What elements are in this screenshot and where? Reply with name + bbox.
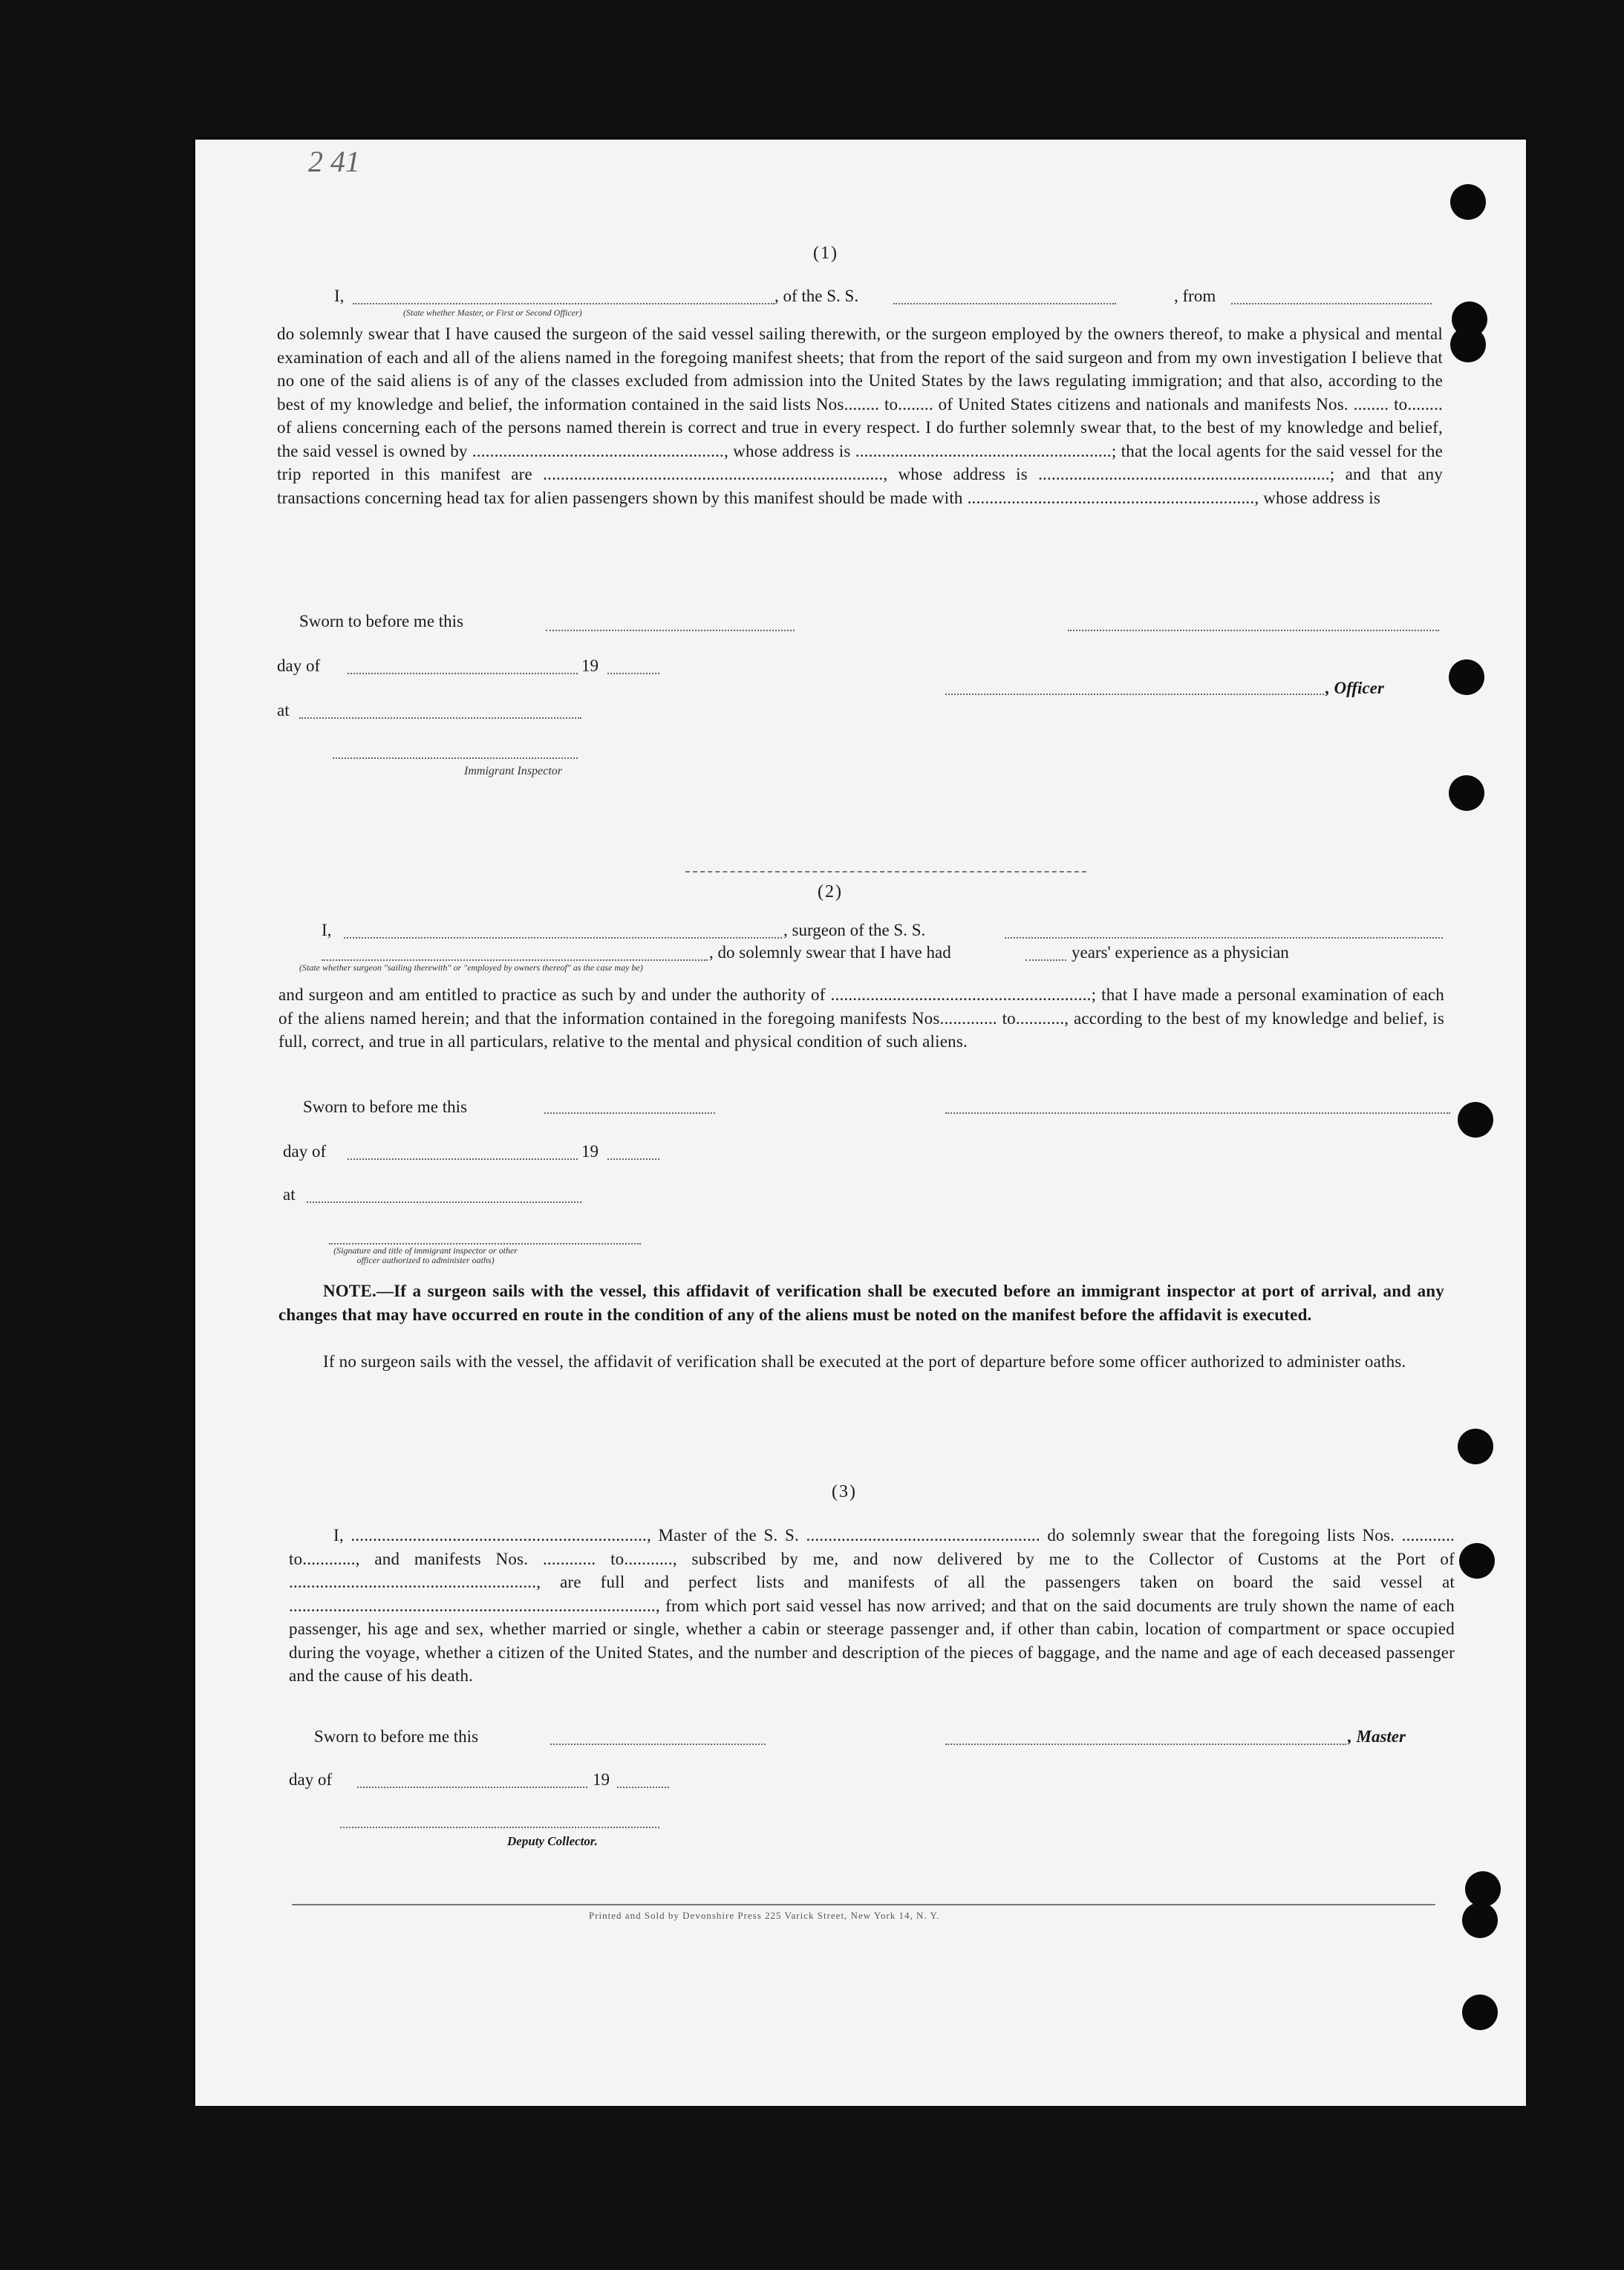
- surgeon-ship-line: [1005, 937, 1443, 939]
- section3-number: (3): [832, 1482, 857, 1501]
- officer-label: , Officer: [1325, 679, 1384, 697]
- from-port-line: [1231, 303, 1432, 304]
- note-paragraph-2: If no surgeon sails with the vessel, the affidavit of verification shall be executed at the port of departure before some officer authorized to administer oaths.: [323, 1352, 1406, 1371]
- section2-caption: (State whether surgeon "sailing therewith" or "employed by owners thereof" as the case may be): [299, 962, 643, 973]
- pencil-mark: 2 41: [308, 145, 360, 178]
- dayof-line-2: [348, 1158, 578, 1160]
- section2-sig-caption: (Signature and title of immigrant inspector or other officer authorized to administer oaths): [333, 1245, 518, 1265]
- binder-hole: [1450, 327, 1486, 362]
- collector-label: Deputy Collector.: [507, 1834, 598, 1848]
- form-sheet: [195, 140, 1526, 2106]
- section2-at-label: at: [283, 1185, 296, 1204]
- signature-line-1: [1068, 630, 1439, 631]
- binder-hole: [1450, 184, 1486, 220]
- section1-year-label: 19: [581, 656, 599, 675]
- section1-sworn-label: Sworn to before me this: [299, 612, 464, 630]
- section2-dayof-label: day of: [283, 1142, 327, 1161]
- section2-number: (2): [818, 882, 843, 901]
- section1-at-label: at: [277, 701, 290, 720]
- surgeon-type-line: [322, 959, 708, 961]
- binder-hole: [1458, 1429, 1493, 1464]
- surgeon-name-line: [344, 937, 782, 939]
- binder-hole: [1462, 1902, 1498, 1938]
- dayof-line-3: [357, 1787, 587, 1788]
- section3-dayof-label: day of: [289, 1770, 333, 1789]
- section1-number: (1): [813, 244, 838, 263]
- year-line-3: [617, 1787, 669, 1788]
- section2-surgeon-of-label: , surgeon of the S. S.: [783, 921, 926, 939]
- section-divider-1: [685, 871, 1086, 873]
- collector-signature-line: [340, 1827, 659, 1828]
- note-label: NOTE.: [323, 1282, 376, 1300]
- section3-oath-text: I, ..................................................................., Master of the S. S. ..................................................... do solemnly swear that the foregoing lists Nos. ............ to............, and manifests Nos. ............ to..........., subscribed by me, and now delivered by me to the Collector of Customs at the Port of ........................................................, are full and perfect lists and manifests of all the passengers taken on board the said vessel at ..................................................................................., from which port said vessel has now arrived; and that on the said documents are truly shown the name of each passenger, his age and sex, whether married or single, whether a cabin or steerage passenger and, if other than cabin, location of compartment or space occupied during the voyage, whether a citizen of the United States, and the number and description of the pieces of baggage, and the name and age of each deceased passenger and the cause of his death.: [289, 1526, 1455, 1685]
- section2-sworn-label: Sworn to before me this: [303, 1098, 468, 1116]
- section1-caption: (State whether Master, or First or Second Officer): [403, 307, 582, 318]
- section1-dayof-label: day of: [277, 656, 321, 675]
- section1-from-label: , from: [1174, 287, 1216, 305]
- binder-hole: [1465, 1871, 1501, 1907]
- sworn-date-line-3: [550, 1744, 766, 1745]
- master-signature-line: [945, 1744, 1346, 1745]
- note-paragraph: [278, 1279, 1444, 1326]
- section2-oath-text: and surgeon and am entitled to practice as such by and under the authority of ...........................................................; that I have made a personal examination of each of the aliens named herein; and that the information contained in the foregoing manifests Nos............. to..........., according to the best of my knowledge and belief, is full, correct, and true in all particulars, relative to the mental and physical condition of such aliens.: [278, 985, 1444, 1051]
- footer-rule: [292, 1904, 1435, 1905]
- section2-swear-label: , do solemnly swear that I have had: [709, 943, 951, 962]
- sworn-date-line-2: [544, 1112, 715, 1114]
- section1-ship-label: , of the S. S.: [775, 287, 859, 305]
- binder-hole: [1449, 775, 1484, 811]
- inspector-label: Immigrant Inspector: [464, 765, 562, 777]
- dayof-line-1: [348, 673, 578, 674]
- binder-hole: [1449, 659, 1484, 695]
- year-line-1: [607, 673, 659, 674]
- at-line-1: [299, 717, 581, 719]
- at-line-2: [307, 1201, 581, 1203]
- years-experience-line: [1025, 959, 1066, 961]
- officer-name-line: [353, 303, 775, 304]
- surgeon-signature-line: [945, 1112, 1450, 1114]
- section3-sworn-label: Sworn to before me this: [314, 1727, 479, 1746]
- sworn-date-line: [546, 630, 795, 631]
- inspector-or-officer-signature-line: [329, 1243, 641, 1245]
- section1-oath-start: I,: [334, 287, 345, 305]
- binder-hole: [1462, 1995, 1498, 2030]
- section2-year-label: 19: [581, 1142, 599, 1161]
- binder-hole: [1459, 1543, 1495, 1579]
- officer-signature-line: [945, 694, 1324, 695]
- inspector-signature-line: [333, 757, 578, 759]
- printer-imprint: Printed and Sold by Devonshire Press 225 Varick Street, New York 14, N. Y.: [589, 1910, 940, 1921]
- section1-oath-text: do solemnly swear that I have caused the surgeon of the said vessel sailing therewith, or the surgeon employed by the owners thereof, to make a physical and mental examination of each and all of the aliens named in the foregoing manifest sheets; that from the report of the said surgeon and from my own investigation I believe that no one of the said aliens is of any of the classes excluded from admission into the United States by the laws regulating immigration; and that also, according to the best of my knowledge and belief, the information contained in the said lists Nos........ to........ of United States citizens and nationals and manifests Nos. ........ to........ of aliens concerning each of the persons named therein is correct and true in every respect. I do further solemnly swear that, to the best of my knowledge and belief, the said vessel is owned by ........................................................., whose address is ..........................................................; that the local agents for the said vessel for the trip reported in this manifest are ............................................................................., whose address is ..................................................................; and that any transactions concerning head tax for alien passengers shown by this manifest should be made with ................................................................., whose address is: [277, 324, 1443, 507]
- master-label: , Master: [1348, 1727, 1406, 1746]
- note-text: —If a surgeon sails with the vessel, this affidavit of verification shall be executed before an immigrant inspector at port of arrival, and any changes that may have occurred en route in the condition of any of the aliens must be noted on the manifest before the affidavit is executed.: [278, 1282, 1444, 1324]
- section3-year-label: 19: [593, 1770, 610, 1789]
- section2-oath-start: I,: [322, 921, 332, 939]
- binder-hole: [1458, 1102, 1493, 1138]
- ship-name-line: [893, 303, 1116, 304]
- section2-years-label: years' experience as a physician: [1072, 943, 1289, 962]
- year-line-2: [607, 1158, 659, 1160]
